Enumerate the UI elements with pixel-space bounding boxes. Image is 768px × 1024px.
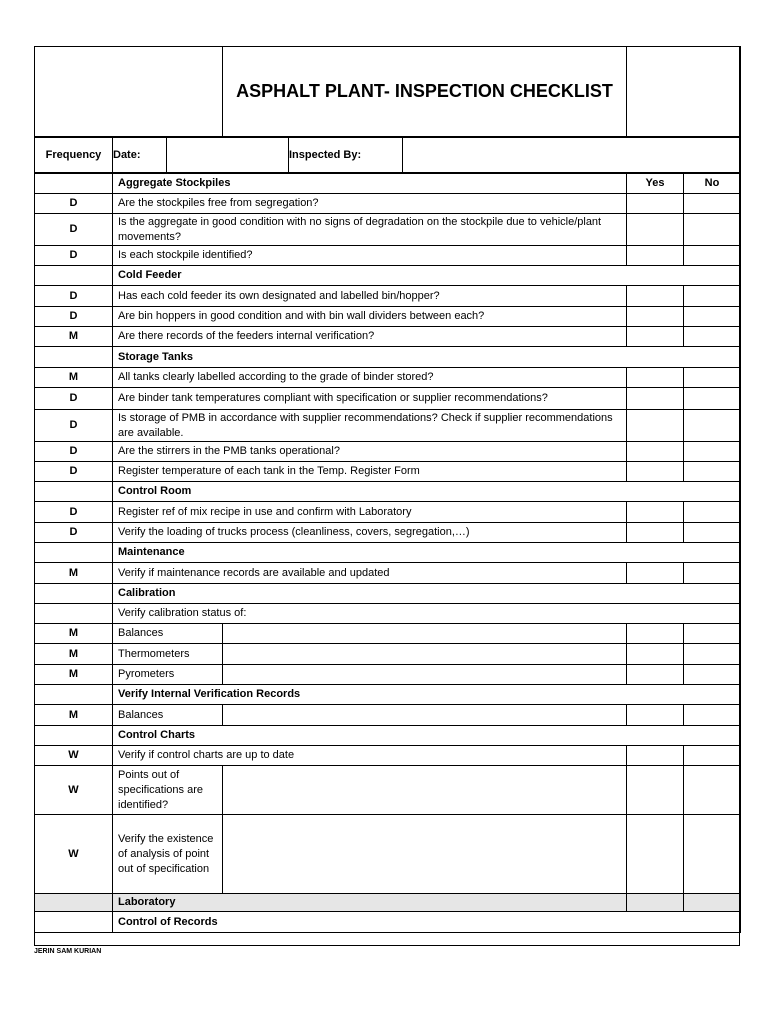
- checklist-item: [35, 327, 741, 347]
- no-checkbox[interactable]: [684, 410, 741, 442]
- checklist-item: [35, 388, 741, 410]
- section-title: Aggregate Stockpiles: [113, 174, 627, 194]
- item-text: Is storage of PMB in accordance with supplier recommendations? Check if supplier recommendations are available.: [113, 410, 627, 442]
- header-table: [34, 46, 741, 137]
- section-title: Control of Records: [113, 912, 627, 933]
- yes-checkbox[interactable]: [627, 214, 684, 246]
- frequency-code: M: [35, 327, 113, 347]
- freq-cell: [35, 482, 113, 502]
- yes-checkbox[interactable]: [627, 327, 684, 347]
- item-text: Register ref of mix recipe in use and confirm with Laboratory: [113, 502, 627, 523]
- section-row: [35, 174, 741, 194]
- section-row: [35, 482, 741, 502]
- yes-checkbox[interactable]: [627, 665, 684, 685]
- footer-author: JERIN SAM KURIAN: [34, 948, 102, 955]
- section-row: [35, 266, 741, 286]
- freq-cell: [35, 347, 113, 368]
- section-row: [35, 543, 741, 563]
- yes-checkbox[interactable]: [627, 563, 684, 584]
- checklist-item: [35, 286, 741, 307]
- checklist-item: [35, 307, 741, 327]
- blank-cell: [627, 543, 741, 563]
- yes-checkbox[interactable]: [627, 388, 684, 410]
- freq-cell: [35, 726, 113, 746]
- section-row: [35, 912, 741, 933]
- logo-box: [35, 47, 223, 137]
- checklist-item: [35, 766, 741, 815]
- frequency-code: D: [35, 462, 113, 482]
- yes-cell: [627, 894, 684, 912]
- remarks-field[interactable]: [223, 815, 627, 894]
- frequency-code: D: [35, 286, 113, 307]
- yes-header: Yes: [627, 174, 684, 194]
- checklist-item: [35, 665, 741, 685]
- item-text: Are the stockpiles free from segregation?: [113, 194, 627, 214]
- item-text: Register temperature of each tank in the Temp. Register Form: [113, 462, 627, 482]
- no-checkbox[interactable]: [684, 665, 741, 685]
- frequency-code: D: [35, 388, 113, 410]
- blank-cell: [627, 347, 741, 368]
- frequency-code: W: [35, 746, 113, 766]
- section-row: [35, 584, 741, 604]
- no-checkbox[interactable]: [684, 563, 741, 584]
- section-title: Cold Feeder: [113, 266, 627, 286]
- section-title: Storage Tanks: [113, 347, 627, 368]
- blank-cell: [627, 685, 741, 705]
- yes-checkbox[interactable]: [627, 246, 684, 266]
- yes-checkbox[interactable]: [627, 815, 684, 894]
- note-row: [35, 604, 741, 624]
- section-title: Verify Internal Verification Records: [113, 685, 627, 705]
- item-text: Verify the existence of analysis of point out of specification: [113, 815, 223, 894]
- info-row: [34, 137, 741, 173]
- yes-checkbox[interactable]: [627, 502, 684, 523]
- checklist-item: [35, 368, 741, 388]
- no-checkbox[interactable]: [684, 523, 741, 543]
- frequency-code: M: [35, 368, 113, 388]
- checklist-item: [35, 462, 741, 482]
- checklist-sheet: [34, 46, 740, 933]
- no-checkbox[interactable]: [684, 368, 741, 388]
- yes-checkbox[interactable]: [627, 705, 684, 726]
- no-checkbox[interactable]: [684, 327, 741, 347]
- blank-cell: [627, 482, 741, 502]
- no-header: No: [684, 174, 741, 194]
- item-text: Are the stirrers in the PMB tanks operational?: [113, 442, 627, 462]
- frequency-code: D: [35, 502, 113, 523]
- item-text: All tanks clearly labelled according to the grade of binder stored?: [113, 368, 627, 388]
- no-checkbox[interactable]: [684, 746, 741, 766]
- checklist-table: [34, 173, 741, 933]
- item-text: Is the aggregate in good condition with no signs of degradation on the stockpile due to vehicle/plant movements?: [113, 214, 627, 246]
- item-text: Verify the loading of trucks process (cleanliness, covers, segregation,…): [113, 523, 627, 543]
- checklist-item: [35, 815, 741, 894]
- yes-checkbox[interactable]: [627, 368, 684, 388]
- no-checkbox[interactable]: [684, 502, 741, 523]
- yes-checkbox[interactable]: [627, 286, 684, 307]
- remarks-field[interactable]: [223, 665, 627, 685]
- frequency-code: D: [35, 442, 113, 462]
- yes-checkbox[interactable]: [627, 194, 684, 214]
- freq-cell: [35, 584, 113, 604]
- document-title: ASPHALT PLANT- INSPECTION CHECKLIST: [223, 47, 627, 137]
- date-field[interactable]: [167, 138, 289, 173]
- freq-cell: [35, 604, 113, 624]
- freq-cell: [35, 894, 113, 912]
- checklist-item: [35, 705, 741, 726]
- yes-checkbox[interactable]: [627, 410, 684, 442]
- frequency-code: M: [35, 644, 113, 665]
- section-title: Control Room: [113, 482, 627, 502]
- yes-checkbox[interactable]: [627, 624, 684, 644]
- inspected-by-label: Inspected By:: [289, 138, 403, 173]
- freq-cell: [35, 543, 113, 563]
- note-text: Verify calibration status of:: [113, 604, 741, 624]
- checklist-item: [35, 563, 741, 584]
- checklist-item: [35, 644, 741, 665]
- no-checkbox[interactable]: [684, 307, 741, 327]
- no-checkbox[interactable]: [684, 815, 741, 894]
- no-checkbox[interactable]: [684, 286, 741, 307]
- yes-checkbox[interactable]: [627, 307, 684, 327]
- checklist-item: [35, 523, 741, 543]
- checklist-item: [35, 194, 741, 214]
- remarks-field[interactable]: [223, 766, 627, 815]
- date-label: Date:: [113, 138, 167, 173]
- remarks-field[interactable]: [223, 624, 627, 644]
- yes-checkbox[interactable]: [627, 523, 684, 543]
- item-text: Thermometers: [113, 644, 223, 665]
- freq-cell: [35, 174, 113, 194]
- yes-checkbox[interactable]: [627, 746, 684, 766]
- frequency-code: D: [35, 523, 113, 543]
- item-text: Are bin hoppers in good condition and with bin wall dividers between each?: [113, 307, 627, 327]
- frequency-code: D: [35, 214, 113, 246]
- item-text: Are binder tank temperatures compliant with specification or supplier recommendations?: [113, 388, 627, 410]
- section-row: [35, 685, 741, 705]
- section-row: [35, 726, 741, 746]
- reference-box: [627, 47, 741, 137]
- frequency-code: D: [35, 194, 113, 214]
- checklist-item: [35, 624, 741, 644]
- section-row: [35, 894, 741, 912]
- freq-cell: [35, 912, 113, 933]
- blank-cell: [627, 584, 741, 604]
- checklist-item: [35, 442, 741, 462]
- freq-cell: [35, 266, 113, 286]
- section-title: Calibration: [113, 584, 627, 604]
- item-text: Balances: [113, 705, 223, 726]
- checklist-item: [35, 746, 741, 766]
- checklist-item: [35, 410, 741, 442]
- frequency-code: M: [35, 563, 113, 584]
- yes-checkbox[interactable]: [627, 462, 684, 482]
- frequency-code: M: [35, 624, 113, 644]
- checklist-item: [35, 214, 741, 246]
- yes-checkbox[interactable]: [627, 644, 684, 665]
- no-checkbox[interactable]: [684, 644, 741, 665]
- no-checkbox[interactable]: [684, 766, 741, 815]
- blank-cell: [627, 726, 741, 746]
- checklist-item: [35, 502, 741, 523]
- frequency-code: D: [35, 307, 113, 327]
- item-text: Is each stockpile identified?: [113, 246, 627, 266]
- frequency-code: M: [35, 705, 113, 726]
- section-title: Control Charts: [113, 726, 627, 746]
- blank-cell: [627, 266, 741, 286]
- no-checkbox[interactable]: [684, 462, 741, 482]
- no-checkbox[interactable]: [684, 624, 741, 644]
- frequency-label: Frequency: [35, 138, 113, 173]
- frequency-code: M: [35, 665, 113, 685]
- no-checkbox[interactable]: [684, 705, 741, 726]
- section-title: Laboratory: [113, 894, 627, 912]
- freq-cell: [35, 685, 113, 705]
- remarks-field[interactable]: [223, 644, 627, 665]
- inspected-by-field[interactable]: [403, 138, 741, 173]
- no-checkbox[interactable]: [684, 246, 741, 266]
- item-text: Pyrometers: [113, 665, 223, 685]
- checklist-item: [35, 246, 741, 266]
- frequency-code: D: [35, 246, 113, 266]
- no-checkbox[interactable]: [684, 214, 741, 246]
- yes-checkbox[interactable]: [627, 442, 684, 462]
- item-text: Has each cold feeder its own designated and labelled bin/hopper?: [113, 286, 627, 307]
- yes-checkbox[interactable]: [627, 766, 684, 815]
- section-row: [35, 347, 741, 368]
- item-text: Balances: [113, 624, 223, 644]
- item-text: Points out of specifications are identified?: [113, 766, 223, 815]
- frequency-code: W: [35, 815, 113, 894]
- item-text: Verify if maintenance records are available and updated: [113, 563, 627, 584]
- frequency-code: W: [35, 766, 113, 815]
- no-checkbox[interactable]: [684, 442, 741, 462]
- no-cell: [684, 894, 741, 912]
- blank-cell: [627, 912, 741, 933]
- item-text: Are there records of the feeders internal verification?: [113, 327, 627, 347]
- frequency-code: D: [35, 410, 113, 442]
- no-checkbox[interactable]: [684, 194, 741, 214]
- remarks-field[interactable]: [223, 705, 627, 726]
- item-text: Verify if control charts are up to date: [113, 746, 627, 766]
- no-checkbox[interactable]: [684, 388, 741, 410]
- section-title: Maintenance: [113, 543, 627, 563]
